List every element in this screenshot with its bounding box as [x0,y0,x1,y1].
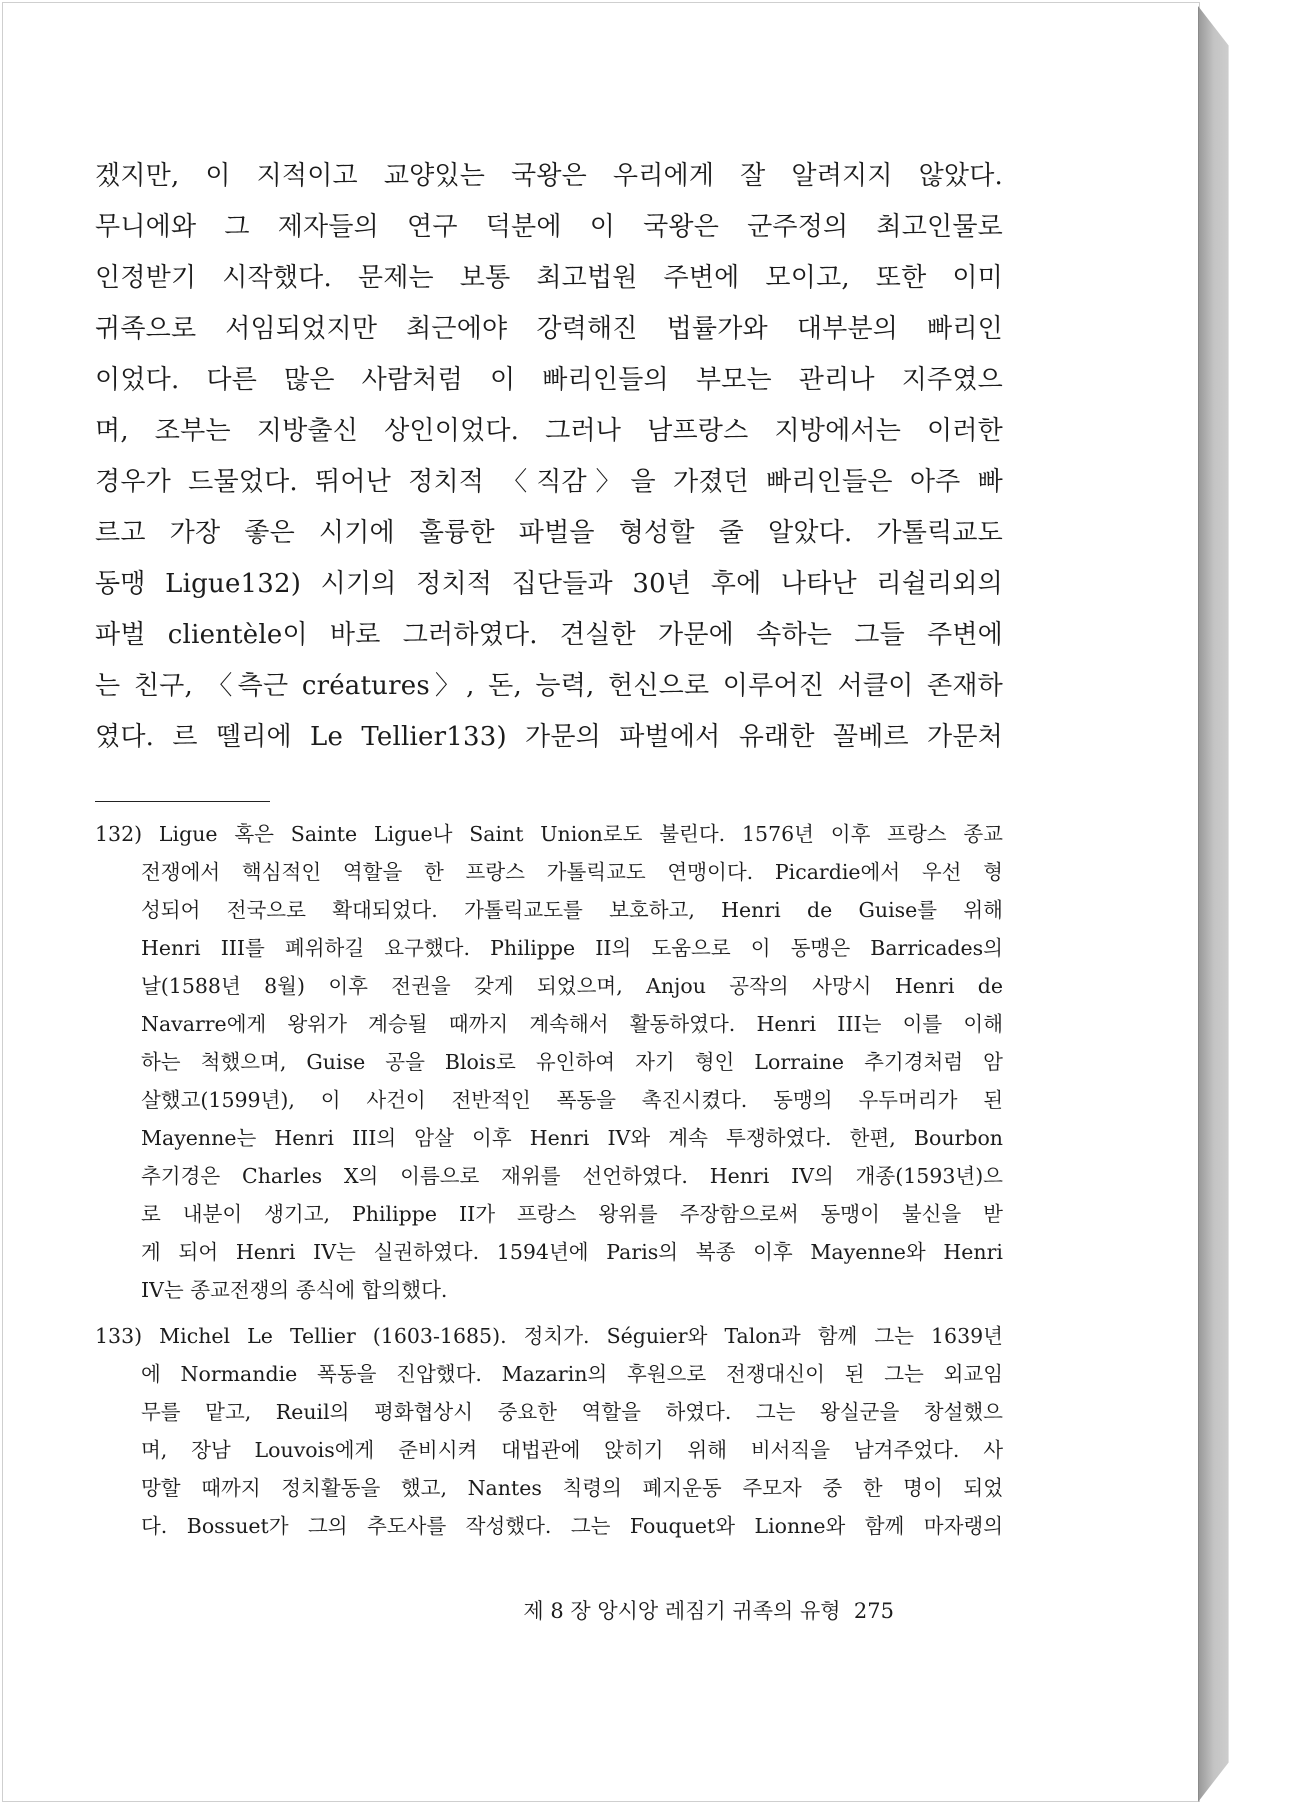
body-line: 귀족으로 서임되었지만 최근에야 강력해진 법률가와 대부분의 빠리인 [95,314,1003,344]
footnote-line: 게 되어 Henri IV는 실권하였다. 1594년에 Paris의 복종 이후 Mayenne와 Henri [141,1240,1003,1264]
body-line: 이었다. 다른 많은 사람처럼 이 빠리인들의 부모는 관리나 지주였으 [95,365,1003,395]
footnote-line: 로 내분이 생기고, Philippe II가 프랑스 왕위를 주장함으로써 동맹이 불신을 받 [141,1202,1003,1226]
footnote-line: 살했고(1599년), 이 사건이 전반적인 폭동을 촉진시켰다. 동맹의 우두머리가 된 [141,1088,1003,1112]
footnotes [95,815,1003,1553]
body-line: 동맹 Ligue132) 시기의 정치적 집단들과 30년 후에 나타난 리쉴리외의 [95,569,1003,599]
footnote-line: 하는 척했으며, Guise 공을 Blois로 유인하여 자기 형인 Lorraine 추기경처럼 암 [141,1050,1003,1074]
footnote-line: 성되어 전국으로 확대되었다. 가톨릭교도를 보호하고, Henri de Guise를 위해 [141,898,1003,922]
footnote-line: 무를 맡고, Reuil의 평화협상시 중요한 역할을 하였다. 그는 왕실군을 창설했으 [141,1400,1003,1424]
footnote-line: 133) Michel Le Tellier (1603-1685). 정치가. Séguier와 Talon과 함께 그는 1639년 [95,1324,1003,1348]
footnote-132 [95,815,1003,1309]
footnote-line: 에 Normandie 폭동을 진압했다. Mazarin의 후원으로 전쟁대신이 된 그는 외교임 [141,1362,1003,1386]
page-footer [294,1595,894,1625]
body-line: 무니에와 그 제자들의 연구 덕분에 이 국왕은 군주정의 최고인물로 [95,212,1003,242]
body-line: 겠지만, 이 지적이고 교양있는 국왕은 우리에게 잘 알려지지 않았다. [95,161,1003,191]
body-line: 인정받기 시작했다. 문제는 보통 최고법원 주변에 모이고, 또한 이미 [95,263,1003,293]
page-edge-shading [1198,6,1249,1802]
body-line: 였다. 르 뗄리에 Le Tellier133) 가문의 파벌에서 유래한 꼴베르 가문처 [95,722,1003,752]
footnote-133 [95,1317,1003,1545]
footnote-line: 132) Ligue 혹은 Sainte Ligue나 Saint Union로도 불린다. 1576년 이후 프랑스 종교 [95,822,1003,846]
footnote-line: IV는 종교전쟁의 종식에 합의했다. [141,1278,448,1302]
running-head: 제 8 장 앙시앙 레짐기 귀족의 유형 [523,1599,841,1623]
book-page [2,2,1200,1802]
body-text [95,151,1003,763]
footnote-line: Henri III를 폐위하길 요구했다. Philippe II의 도움으로 이 동맹은 Barricades의 [141,936,1003,960]
footnote-line: 날(1588년 8월) 이후 전권을 갖게 되었으며, Anjou 공작의 사망시 Henri de [141,974,1003,998]
body-line: 는 친구, 〈측근 créatures〉, 돈, 능력, 헌신으로 이루어진 서클이 존재하 [95,671,1003,701]
footnote-line: 망할 때까지 정치활동을 했고, Nantes 칙령의 폐지운동 주모자 중 한 명이 되었 [141,1476,1003,1500]
footnote-line: 며, 장남 Louvois에게 준비시켜 대법관에 앉히기 위해 비서직을 남겨주었다. 사 [141,1438,1003,1462]
page-number: 275 [853,1599,894,1623]
footnote-line: 전쟁에서 핵심적인 역할을 한 프랑스 가톨릭교도 연맹이다. Picardie에서 우선 형 [141,860,1003,884]
body-line: 르고 가장 좋은 시기에 훌륭한 파벌을 형성할 줄 알았다. 가톨릭교도 [95,518,1003,548]
footnote-rule [95,801,270,802]
body-line: 파벌 clientèle이 바로 그러하였다. 견실한 가문에 속하는 그들 주변에 [95,620,1003,650]
footnote-line: 다. Bossuet가 그의 추도사를 작성했다. 그는 Fouquet와 Lionne와 함께 마자랭의 [141,1514,1003,1538]
footnote-line: 추기경은 Charles X의 이름으로 재위를 선언하였다. Henri IV의 개종(1593년)으 [141,1164,1003,1188]
body-line: 경우가 드물었다. 뛰어난 정치적 〈직감〉을 가졌던 빠리인들은 아주 빠 [95,467,1003,497]
footnote-line: Navarre에게 왕위가 계승될 때까지 계속해서 활동하였다. Henri III는 이를 이해 [141,1012,1003,1036]
body-line: 며, 조부는 지방출신 상인이었다. 그러나 남프랑스 지방에서는 이러한 [95,416,1003,446]
footnote-line: Mayenne는 Henri III의 암살 이후 Henri IV와 계속 투쟁하였다. 한편, Bourbon [141,1126,1003,1150]
